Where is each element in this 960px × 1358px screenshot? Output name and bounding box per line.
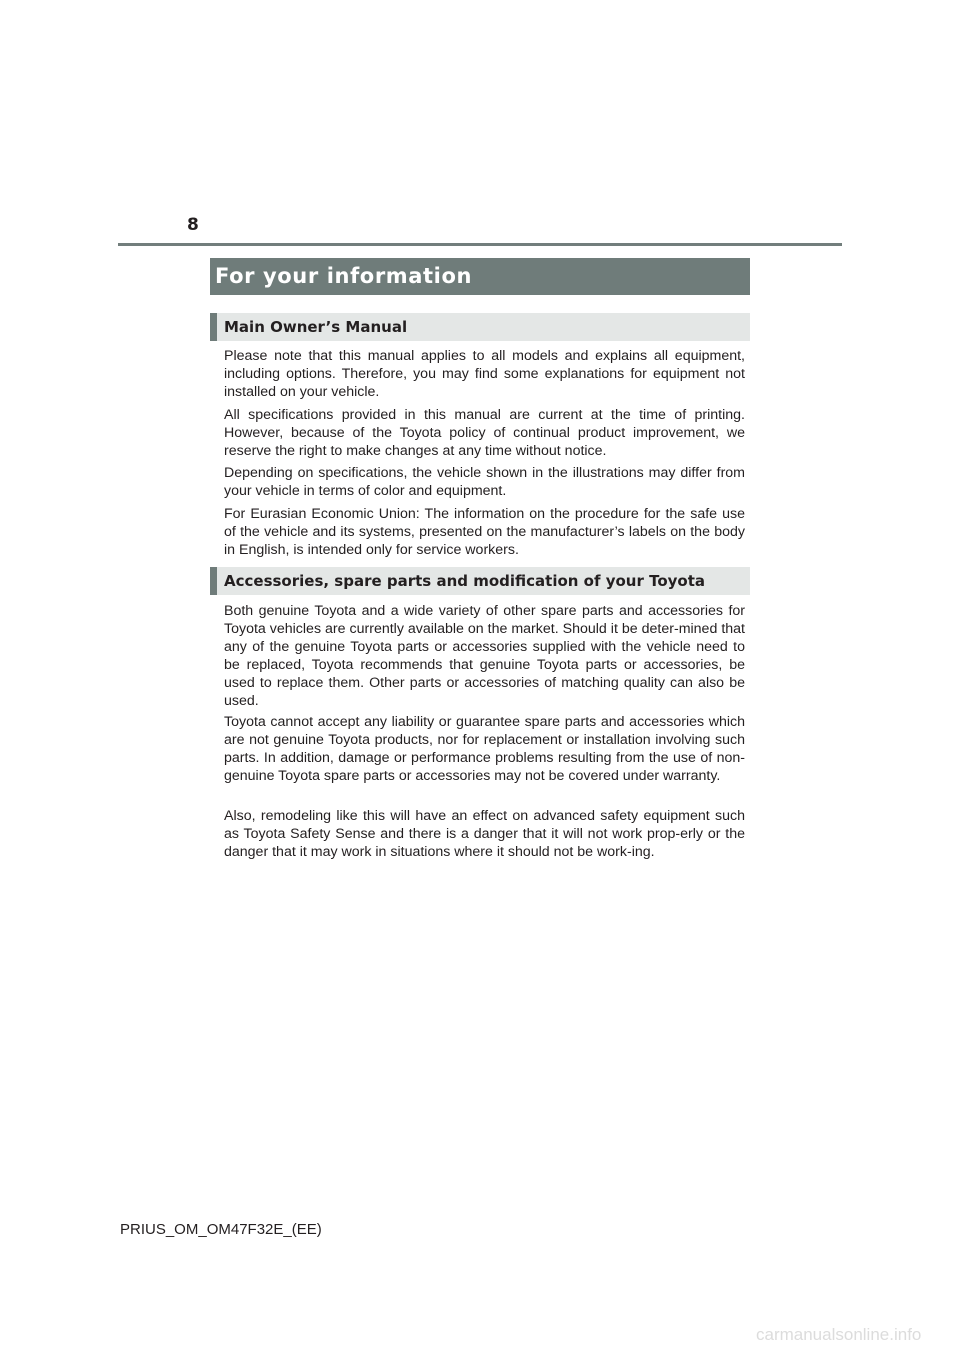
footer-document-code: PRIUS_OM_OM47F32E_(EE) [120, 1221, 322, 1238]
section-accent-bar [210, 313, 217, 341]
paragraph-manual-applies: Please note that this manual applies to all models and explains all equipment, including options. Therefore, you may find some explanations for equipment not installed on your vehicle. [224, 348, 745, 400]
paragraph-genuine-parts: Both genuine Toyota and a wide variety of other spare parts and accessories for Toyota vehicles are currently available on the market. Should it be deter-mined that any of the genuine Toyota parts or accessories supplied with the vehicle need to be replaced, Toyota recommends that genuine Toyota parts or accessories, be used to replace them. Other parts or accessories of matching quality can also be used. [224, 603, 745, 709]
paragraph-eurasian-union: For Eurasian Economic Union: The information on the procedure for the safe use of the vehicle and its systems, presented on the manufacturer’s labels on the body in English, is intended only for service workers. [224, 506, 745, 558]
section-accent-bar [210, 567, 217, 595]
section-heading-label: Main Owner’s Manual [224, 318, 408, 336]
title-bar [210, 258, 750, 295]
page-number: 8 [187, 215, 199, 235]
header-rule [118, 243, 842, 246]
paragraph-specifications: All specifications provided in this manual are current at the time of printing. However, because of the Toyota policy of continual product improvement, we reserve the right to make changes at any time without notice. [224, 407, 745, 459]
section-heading-accessories [210, 567, 750, 595]
section-heading-main-owners-manual [210, 313, 750, 341]
watermark-text: carmanualsonline.info [756, 1325, 922, 1344]
paragraph-liability: Toyota cannot accept any liability or guarantee spare parts and accessories which are not genuine Toyota products, nor for replacement or installation involving such parts. In addition, damage or performance problems resulting from the use of non-genuine Toyota spare parts or accessories may not be covered under warranty. [224, 714, 745, 784]
section-heading-label: Accessories, spare parts and modification of your Toyota [224, 572, 706, 590]
paragraph-remodeling: Also, remodeling like this will have an effect on advanced safety equipment such as Toyota Safety Sense and there is a danger that it will not work prop-erly or the danger that it may work in situations where it should not be work-ing. [224, 808, 745, 860]
page-title: For your information [215, 264, 473, 288]
paragraph-illustrations: Depending on specifications, the vehicle shown in the illustrations may differ from your vehicle in terms of color and equipment. [224, 465, 745, 499]
